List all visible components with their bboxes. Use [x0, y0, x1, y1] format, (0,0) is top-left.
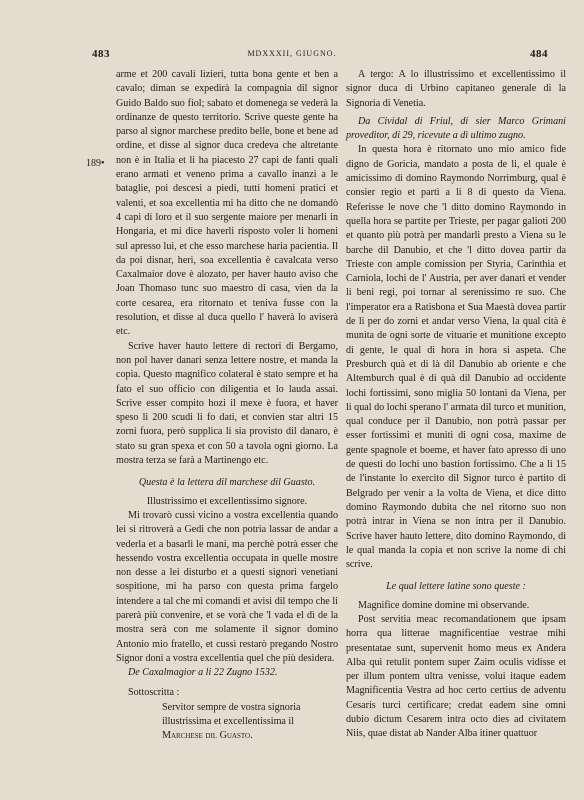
page-number-left: 483: [92, 48, 110, 60]
letter-salutation: Illustrissimo et excellentissimo signore.: [146, 495, 308, 507]
signature-name: Marchese dil Guasto.: [162, 730, 253, 742]
signature-label: Sottoscritta :: [128, 687, 180, 699]
running-title: MDXXXII, GIUGNO.: [247, 49, 337, 58]
section-heading: Questa è la lettera dil marchese dil Guasto.: [138, 477, 316, 489]
left-column: [116, 68, 338, 744]
letter-dateline: De Caxalmagior a li 22 Zugno 1532.: [128, 667, 278, 679]
paragraph: Mi trovarò cussì vicino a vostra excellentia quando lei si ritroverà a Gedi che non potria lassar de andar a vederla et a basarli le mani, ma perchè potrà esser che hessendo vostra excellentia occupata in quelle mostre non desse a lei disturbo et a questi signori venetiani sospitione, mi ha parso con questa prima fargelo intendere a tal che mi comandi et avisi dil tempo che li parerà più convenire, et se vorà che 'l vada el dì de la mostra serà con me solamente il signor domino Antonio mio fratello, et cussì restarò pregando Nostro Signor doni a vostra excellentia quel che più desidera.: [116, 509, 338, 664]
page-number-right: 484: [530, 48, 548, 60]
section-heading: Da Cividal di Friul, di sier Marco Grimani proveditor, di 29, ricevute a dì ultimo zugno.: [346, 115, 566, 142]
paragraph: In questa hora è ritornato uno mio amico fide digno de Goricia, mandato a posta de li, el quale è amicissimo di domino Raymondo Norrimburg, qual è consier regio et partì a li 8 di questo da Viena. Referisse le nove che 'l ditto domino Raymondo in quella hora se partite per Trieste, per pagar galioti 200 et quanto più potrà per mandarli presto a Viena su le barche dil Danubio, et che 'l ditto dovea partir da Trieste con ample comission per Styria, Carinthia et Carniola, lochi de l' Austria, per aver danari et vender li beni regi, poi tornar al serenissimo re suo. Che l'imperator era a Ratisbona et Sua Maestà dovea partir de li per do zorni et andar verso Viena, la qual cità è munita de ogni sorte de vituarie et munitione excepto di gente, le qual di hora in hora si aspeta. Che Presburch quà et di là dil Danubio ab oriente e che Altemburch qual è di quà dil Danubio ad occidente lochi fortissimi, sono miglia 50 lontani da Viena, per li qual do lochi sperano l' armata dil turco et munition, qual conduce per il Danubio, non potrà passar per esser fortissimi et muniti di ogni cosa, maxime de gente spagnole et boeme, et haver fato apresso di uno de questi do lochi uno bastion fortissimo. Che a li 15 de l'instante lo exercito dil Signor turco è partito di Belgrado per venir a la volta de Viena, et dice ditto domino Raymondo dubita che nel ritorno suo non potrà intrar in Viena se non intra per il Danubio. Scrive haver hauto lettere, dito domino Raymondo, di le qual manda la copia et non scrive la nome di chi scrive.: [346, 144, 566, 571]
signature-text: Servitor sempre de vostra signoria illustrissima et excellentissima il: [162, 701, 301, 728]
paragraph: Post servitia meac recomandationem que ipsam horra qua litterae magnificentiae vestrae mihi presentatae sunt, supervenit homo meus ex Andera Alba qui retulit pontem super Zaim oculis vidisse et per illum pontem ultra venisse, volui itaque eadem Magnificentia Vestra ad hoc certo certius de adventu Cesaris turci certificare; credat eadem sine omni dubio dictum Cesarem intra octo dies ad civitatem Niis, quae distat ab Nander Alba itiner quattuor: [346, 613, 566, 740]
paragraph: A tergo: A lo illustrissimo et excellentissimo il signor duca di Urbino capitaneo generale di la Signoria di Venetia.: [346, 69, 566, 109]
letter-salutation: Magnifice domine domine mi observande.: [358, 599, 530, 611]
margin-note: 189•: [86, 158, 105, 169]
paragraph: arme et 200 cavali lizieri, tutta bona gente et ben a cavalo; diman se expedirà la compagnia dil signor Guido Baldo suo fiol; sabato et domenega se vederà la ordinanze de questo territorio. Scrive queste gente ha parso al signor marchese predito belle, bone et bene ad ordine, et disse al signor duca credeva che altretante non è in Italia et li ha piacesto 27 capi de fanti quali erano armati et veneno prima a cavallo inanzi a le bataglie, poi descesi a piedi, tutti homeni pratici et valenti, et soa excellentia mi ha ditto che ne domandò 4 capi di loro et il suo sergente maiore per menarli in Hongaria, et mi dice haverli risposto voler li homeni sul apresso lui, et che esso marchese haria pacientia. Il da poi disnar, heri, soa excellentia è cavalcata verso Caxalmaior dove è alozato, per haver hauto aviso che Joan Thomaso tunc suo maestro di casa, vien da la corte cesarea, era ritornato et teniva fusse con la resolution, et disse al duca quello l' haverà lo aviserà etc.: [116, 69, 338, 338]
page-header: [0, 48, 584, 62]
paragraph: Scrive haver hauto lettere di rectori di Bergamo, non pol haver danari senza lettere nostre, et manda la copia. Questo magnifico colateral è stato sempre et ha fato el suo officio con diligentia et lo lauda assai. Scrive esser compito hozi il mexe è fuora, et haver speso li 200 scudi li fo dati, et convien star altri 15 zorni fuora, però supplica li sia provisto dil danaro, è stato su gran spexa et con 50 a tavola ogni giorno. La mostra terza se farà a Martinengo etc.: [116, 340, 338, 467]
section-heading: Le qual lettere latine sono queste :: [386, 581, 526, 593]
right-column: [346, 68, 566, 742]
